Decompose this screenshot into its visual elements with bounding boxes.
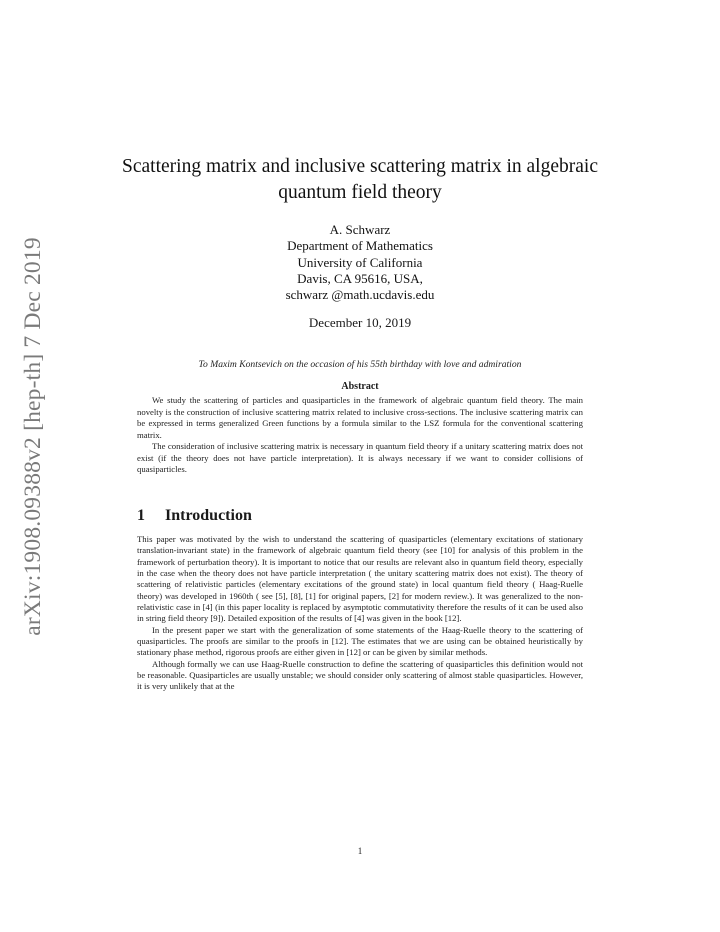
abstract-heading: Abstract [341,381,379,392]
author-university: University of California [297,254,423,270]
author-department: Department of Mathematics [287,238,433,254]
dedication: To Maxim Kontsevich on the occasion of his 55th birthday with love and admiration [198,359,522,370]
abstract-body [137,395,583,476]
section-number: 1 [137,507,145,524]
author-address: Davis, CA 95616, USA, [297,270,423,286]
body-paragraph: Although formally we can use Haag-Ruelle construction to define the scattering of quasiparticles this definition would not be reasonable. Quasiparticles are usually unstable; we should consider only scattering of almost stable quasiparticles. However, it is very unlikely that at the [137,658,583,692]
paper-date: December 10, 2019 [308,315,412,330]
title-line-2: quantum field theory [278,182,442,203]
introduction-body [137,534,583,693]
section-title: Introduction [165,507,252,524]
section-heading [137,507,252,525]
page-number: 1 [357,846,363,856]
author-block [200,222,520,303]
abstract-paragraph: The consideration of inclusive scattering matrix is necessary in quantum field theory if a unitary scattering matrix does not exist (if the theory does not have particle interpretation). It is always necessary if we want to consider collisions of quasiparticles. [137,441,583,474]
body-paragraph: This paper was motivated by the wish to understand the scattering of quasiparticles (elementary excitations of stationary translation-invariant state) in the framework of algebraic quantum field theory (see [10] for analysis of this problem in the framework of perturbation theory). It is important to notice that our results are relevant also in quantum field theory, especially in the case when the theory does not have particle interpretation ( the unitary scattering matrix does not exist). The theory of scattering of relativistic particles (elementary excitations of the ground state) in local quantum field theory ( Haag-Ruelle theory) was developed in 1960th ( see [5], [8], [1] for original papers, [2] for modern review.). It was generalized to the non-relativistic case in [4] (in this paper locality is replaced by asymptotic commutativity therefore the results of it can be used also in string field theory [9]). Detailed exposition of the results of [4] was given in the book [12]. [137,534,583,624]
author-name: A. Schwarz [329,222,391,237]
abstract-paragraph: We study the scattering of particles and quasiparticles in the framework of algebraic quantum field theory. The main novelty is the construction of inclusive scattering matrix related to inclusive cross-sections. The inclusive scattering matrix can be expressed in terms generalized Green functions by a formula similar to the LSZ formula for the conventional scattering matrix. [137,395,583,440]
author-email: schwarz @math.ucdavis.edu [285,287,435,303]
title-line-1: Scattering matrix and inclusive scattering matrix in algebraic [122,156,598,177]
arxiv-identifier-stamp [17,232,49,640]
arxiv-identifier-text: arXiv:1908.09388v2 [hep-th] 7 Dec 2019 [19,236,46,636]
paper-title [100,154,620,206]
body-paragraph: In the present paper we start with the generalization of some statements of the Haag-Ruelle theory to the scattering of quasiparticles. The proofs are similar to the proofs in [12]. The estimates that we are using can be obtained heuristically by stationary phase method, rigorous proofs are either given in [12] or can be given by similar methods. [137,624,583,658]
